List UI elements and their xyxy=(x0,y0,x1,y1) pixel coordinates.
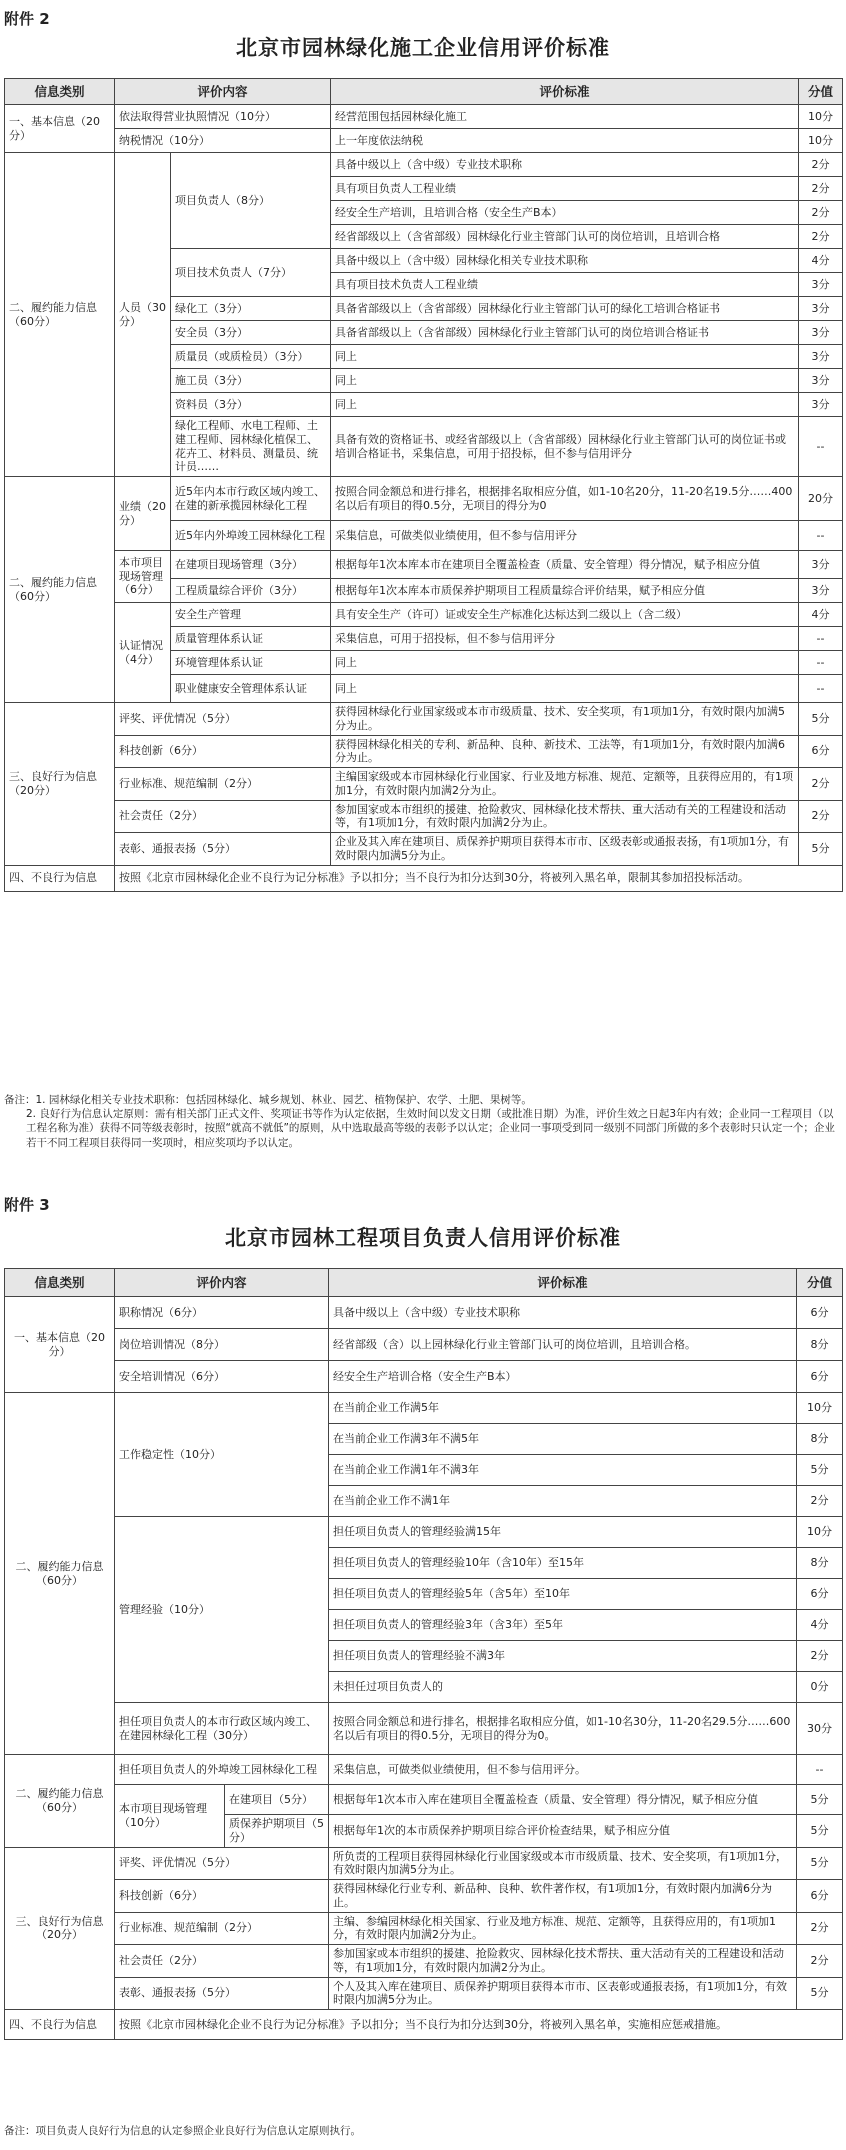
eval-item: 纳税情况（10分） xyxy=(115,129,331,153)
score-cell: -- xyxy=(799,675,843,703)
category-performance: 二、履约能力信息（60分） xyxy=(5,153,115,477)
category-good-behavior: 三、良好行为信息（20分） xyxy=(5,1847,115,2010)
eval-standard: 按照合同金额总和进行排名，根据排名取相应分值，如1-10名20分，11-20名19.5分……400名以后有项目的得0.5分，无项目的得分为0 xyxy=(331,477,799,521)
score-cell: 8分 xyxy=(797,1548,843,1579)
eval-standard: 经安全生产培训，且培训合格（安全生产B本） xyxy=(331,201,799,225)
score-cell: 5分 xyxy=(799,833,843,866)
eval-standard: 主编国家级或本市园林绿化行业国家、行业及地方标准、规范、定额等，且获得应用的，有1项加1分，有效时限内加满2分为止。 xyxy=(331,768,799,801)
category-performance-2: 二、履约能力信息（60分） xyxy=(5,1755,115,1848)
note-line: 备注：项目负责人良好行为信息的认定参照企业良好行为信息认定原则执行。 xyxy=(4,2125,361,2137)
score-cell: 3分 xyxy=(799,369,843,393)
score-cell: 2分 xyxy=(799,768,843,801)
score-cell: 10分 xyxy=(799,105,843,129)
category-performance: 二、履约能力信息（60分） xyxy=(5,1393,115,1755)
eval-item: 评奖、评优情况（5分） xyxy=(115,1847,329,1880)
table-row xyxy=(5,1393,843,1424)
header-score: 分值 xyxy=(797,1269,843,1297)
table-row xyxy=(5,1361,843,1393)
table-row xyxy=(5,551,843,579)
eval-standard: 担任项目负责人的管理经验5年（含5年）至10年 xyxy=(329,1579,797,1610)
score-cell: 3分 xyxy=(799,551,843,579)
eval-item: 绿化工程师、水电工程师、土建工程师、园林绿化植保工、花卉工、材料员、测量员、统计员…… xyxy=(171,417,331,477)
appendix-2-title: 北京市园林绿化施工企业信用评价标准 xyxy=(236,36,610,60)
eval-item: 科技创新（6分） xyxy=(115,1880,329,1913)
eval-item: 安全员（3分） xyxy=(171,321,331,345)
eval-standard: 在当前企业工作满5年 xyxy=(329,1393,797,1424)
score-cell: -- xyxy=(797,1755,843,1785)
table-row xyxy=(5,1945,843,1978)
score-cell: 3分 xyxy=(799,321,843,345)
score-cell: 2分 xyxy=(797,1641,843,1672)
score-cell: 5分 xyxy=(797,1785,843,1815)
header-row xyxy=(5,1269,843,1297)
table-row xyxy=(5,1847,843,1880)
table-row xyxy=(5,1517,843,1548)
table-row xyxy=(5,477,843,521)
bad-behavior-standard: 按照《北京市园林绿化企业不良行为记分标准》予以扣分；当不良行为扣分达到30分，将被列入黑名单，限制其参加招投标活动。 xyxy=(115,865,843,891)
eval-standard: 同上 xyxy=(331,651,799,675)
eval-item: 表彰、通报表扬（5分） xyxy=(115,1977,329,2010)
table-row xyxy=(5,603,843,627)
eval-standard: 获得园林绿化相关的专利、新品种、良种、新技术、工法等，有1项加1分，有效时限内加满6分为止。 xyxy=(331,735,799,768)
sub-personnel: 人员（30分） xyxy=(115,153,171,477)
score-cell: -- xyxy=(799,417,843,477)
eval-standard: 获得园林绿化行业专利、新品种、良种、软件著作权，有1项加1分，有效时限内加满6分为止。 xyxy=(329,1880,797,1913)
appendix-3-label: 附件 3 xyxy=(4,1196,50,1214)
score-cell: 5分 xyxy=(797,1847,843,1880)
note-line: 备注：1. 园林绿化相关专业技术职称：包括园林绿化、城乡规划、林业、园艺、植物保护、农学、土肥、果树等。 xyxy=(4,1094,532,1106)
appendix-2-notes xyxy=(4,1093,840,1150)
score-cell: 8分 xyxy=(797,1329,843,1361)
eval-standard: 上一年度依法纳税 xyxy=(331,129,799,153)
table-row xyxy=(5,1297,843,1329)
eval-standard: 经安全生产培训合格（安全生产B本） xyxy=(329,1361,797,1393)
table-row xyxy=(5,735,843,768)
score-cell: 3分 xyxy=(799,393,843,417)
score-cell: 2分 xyxy=(797,1945,843,1978)
eval-item: 行业标准、规范编制（2分） xyxy=(115,768,331,801)
score-cell: -- xyxy=(799,521,843,551)
table-row xyxy=(5,703,843,736)
eval-item: 近5年内外埠竣工园林绿化工程 xyxy=(171,521,331,551)
eval-standard: 具备省部级以上（含省部级）园林绿化行业主管部门认可的岗位培训合格证书 xyxy=(331,321,799,345)
eval-standard: 担任项目负责人的管理经验3年（含3年）至5年 xyxy=(329,1610,797,1641)
eval-standard: 参加国家或本市组织的援建、抢险救灾、园林绿化技术帮扶、重大活动有关的工程建设和活动等，有1项加1分，有效时限内加满2分为止。 xyxy=(331,800,799,833)
eval-standard: 同上 xyxy=(331,345,799,369)
header-content: 评价内容 xyxy=(115,79,331,105)
score-cell: 2分 xyxy=(799,153,843,177)
eval-item: 职称情况（6分） xyxy=(115,1297,329,1329)
eval-item: 表彰、通报表扬（5分） xyxy=(115,833,331,866)
score-cell: 2分 xyxy=(797,1912,843,1945)
eval-item: 环境管理体系认证 xyxy=(171,651,331,675)
table-row xyxy=(5,800,843,833)
header-row xyxy=(5,79,843,105)
score-cell: 5分 xyxy=(797,1455,843,1486)
score-cell: 3分 xyxy=(799,345,843,369)
eval-standard: 经营范围包括园林绿化施工 xyxy=(331,105,799,129)
eval-standard: 采集信息，可做类似业绩使用，但不参与信用评分。 xyxy=(329,1755,797,1785)
category-good-behavior: 三、良好行为信息（20分） xyxy=(5,703,115,866)
score-cell: -- xyxy=(799,651,843,675)
score-cell: 10分 xyxy=(797,1393,843,1424)
header-category: 信息类别 xyxy=(5,79,115,105)
eval-standard: 未担任过项目负责人的 xyxy=(329,1672,797,1703)
sub-certification: 认证情况（4分） xyxy=(115,603,171,703)
table-row xyxy=(5,1912,843,1945)
score-cell: 2分 xyxy=(799,225,843,249)
score-cell: 3分 xyxy=(799,297,843,321)
eval-standard: 具备中级以上（含中级）专业技术职称 xyxy=(331,153,799,177)
category-bad-behavior: 四、不良行为信息 xyxy=(5,2010,115,2040)
table-row xyxy=(5,833,843,866)
eval-item: 社会责任（2分） xyxy=(115,1945,329,1978)
eval-item: 工程质量综合评价（3分） xyxy=(171,579,331,603)
project-manager-credit-table xyxy=(4,1268,843,2040)
eval-item: 安全培训情况（6分） xyxy=(115,1361,329,1393)
item-tech-lead: 项目技术负责人（7分） xyxy=(171,249,331,297)
eval-standard: 参加国家或本市组织的援建、抢险救灾、园林绿化技术帮扶、重大活动有关的工程建设和活动等，有1项加1分，有效时限内加满2分为止。 xyxy=(329,1945,797,1978)
eval-standard: 同上 xyxy=(331,393,799,417)
sub-performance-record: 业绩（20分） xyxy=(115,477,171,551)
eval-item: 资料员（3分） xyxy=(171,393,331,417)
appendix-3-title: 北京市园林工程项目负责人信用评价标准 xyxy=(225,1226,621,1250)
header-score: 分值 xyxy=(799,79,843,105)
eval-standard: 根据每年1次的本市质保养护期项目综合评价检查结果，赋予相应分值 xyxy=(329,1815,797,1848)
score-cell: 2分 xyxy=(799,800,843,833)
eval-standard: 按照合同金额总和进行排名，根据排名取相应分值，如1-10名30分，11-20名29.5分……600名以后有项目的得0.5分，无项目的得分为0。 xyxy=(329,1703,797,1755)
eval-item: 社会责任（2分） xyxy=(115,800,331,833)
eval-standard: 主编、参编园林绿化相关国家、行业及地方标准、规范、定额等，且获得应用的，有1项加1分，有效时限内加满2分为止。 xyxy=(329,1912,797,1945)
eval-item: 评奖、评优情况（5分） xyxy=(115,703,331,736)
eval-standard: 个人及其入库在建项目、质保养护期项目获得本市市、区表彰或通报表扬，有1项加1分，有效时限内加满5分为止。 xyxy=(329,1977,797,2010)
eval-item: 质量员（或质检员）（3分） xyxy=(171,345,331,369)
eval-standard: 获得园林绿化行业国家级或本市市级质量、技术、安全奖项，有1项加1分，有效时限内加满5分为止。 xyxy=(331,703,799,736)
eval-standard: 根据每年1次本市入库在建项目全覆盖检查（质量、安全管理）得分情况，赋予相应分值 xyxy=(329,1785,797,1815)
eval-standard: 在当前企业工作不满1年 xyxy=(329,1486,797,1517)
score-cell: 2分 xyxy=(797,1486,843,1517)
table-row xyxy=(5,2010,843,2040)
eval-standard: 具备中级以上（含中级）专业技术职称 xyxy=(329,1297,797,1329)
score-cell: 5分 xyxy=(797,1977,843,2010)
score-cell: 10分 xyxy=(799,129,843,153)
score-cell: 6分 xyxy=(797,1579,843,1610)
score-cell: 4分 xyxy=(799,603,843,627)
score-cell: -- xyxy=(799,627,843,651)
eval-standard: 所负责的工程项目获得园林绿化行业国家级或本市市级质量、技术、安全奖项，有1项加1分，有效时限内加满5分为止。 xyxy=(329,1847,797,1880)
score-cell: 10分 xyxy=(797,1517,843,1548)
table-row xyxy=(5,1880,843,1913)
eval-standard: 根据每年1次本库本市质保养护期项目工程质量综合评价结果，赋予相应分值 xyxy=(331,579,799,603)
score-cell: 5分 xyxy=(797,1815,843,1848)
eval-standard: 采集信息，可做类似业绩使用，但不参与信用评分 xyxy=(331,521,799,551)
category-performance-2: 二、履约能力信息（60分） xyxy=(5,477,115,703)
table-row xyxy=(5,1755,843,1785)
eval-item: 质量管理体系认证 xyxy=(171,627,331,651)
score-cell: 2分 xyxy=(799,201,843,225)
score-cell: 6分 xyxy=(797,1297,843,1329)
eval-item: 担任项目负责人的外埠竣工园林绿化工程 xyxy=(115,1755,329,1785)
score-cell: 2分 xyxy=(799,177,843,201)
eval-item: 依法取得营业执照情况（10分） xyxy=(115,105,331,129)
table-row xyxy=(5,1977,843,2010)
table-row xyxy=(5,1703,843,1755)
sub-site-management: 本市项目现场管理（10分） xyxy=(115,1785,225,1848)
header-standard: 评价标准 xyxy=(331,79,799,105)
item-work-stability: 工作稳定性（10分） xyxy=(115,1393,329,1517)
eval-item: 近5年内本市行政区域内竣工、在建的新承揽园林绿化工程 xyxy=(171,477,331,521)
eval-standard: 具备中级以上（含中级）园林绿化相关专业技术职称 xyxy=(331,249,799,273)
eval-standard: 同上 xyxy=(331,369,799,393)
eval-item: 在建项目现场管理（3分） xyxy=(171,551,331,579)
table-row xyxy=(5,153,843,177)
eval-standard: 在当前企业工作满1年不满3年 xyxy=(329,1455,797,1486)
table-row xyxy=(5,105,843,129)
header-standard: 评价标准 xyxy=(329,1269,797,1297)
eval-item: 科技创新（6分） xyxy=(115,735,331,768)
table-row xyxy=(5,1329,843,1361)
eval-standard: 担任项目负责人的管理经验不满3年 xyxy=(329,1641,797,1672)
score-cell: 6分 xyxy=(797,1880,843,1913)
eval-standard: 经省部级以上（含省部级）园林绿化行业主管部门认可的岗位培训，且培训合格 xyxy=(331,225,799,249)
header-category: 信息类别 xyxy=(5,1269,115,1297)
appendix-2-label: 附件 2 xyxy=(4,10,50,28)
eval-standard: 担任项目负责人的管理经验10年（含10年）至15年 xyxy=(329,1548,797,1579)
table-row xyxy=(5,865,843,891)
category-basic: 一、基本信息（20分） xyxy=(5,105,115,153)
eval-standard: 同上 xyxy=(331,675,799,703)
category-basic: 一、基本信息（20分） xyxy=(5,1297,115,1393)
score-cell: 5分 xyxy=(799,703,843,736)
eval-standard: 担任项目负责人的管理经验满15年 xyxy=(329,1517,797,1548)
sub-site-management: 本市项目现场管理（6分） xyxy=(115,551,171,603)
item-management-experience: 管理经验（10分） xyxy=(115,1517,329,1703)
eval-standard: 具有项目负责人工程业绩 xyxy=(331,177,799,201)
score-cell: 6分 xyxy=(797,1361,843,1393)
eval-item: 担任项目负责人的本市行政区域内竣工、在建园林绿化工程（30分） xyxy=(115,1703,329,1755)
table-row xyxy=(5,129,843,153)
eval-standard: 具有项目技术负责人工程业绩 xyxy=(331,273,799,297)
score-cell: 3分 xyxy=(799,579,843,603)
eval-standard: 具有安全生产（许可）证或安全生产标准化达标达到二级以上（含二级） xyxy=(331,603,799,627)
eval-standard: 具备省部级以上（含省部级）园林绿化行业主管部门认可的绿化工培训合格证书 xyxy=(331,297,799,321)
score-cell: 8分 xyxy=(797,1424,843,1455)
eval-item: 岗位培训情况（8分） xyxy=(115,1329,329,1361)
score-cell: 6分 xyxy=(799,735,843,768)
category-bad-behavior: 四、不良行为信息 xyxy=(5,865,115,891)
score-cell: 20分 xyxy=(799,477,843,521)
table-row xyxy=(5,768,843,801)
eval-standard: 经省部级（含）以上园林绿化行业主管部门认可的岗位培训，且培训合格。 xyxy=(329,1329,797,1361)
score-cell: 4分 xyxy=(797,1610,843,1641)
eval-standard: 企业及其入库在建项目、质保养护期项目获得本市市、区级表彰或通报表扬，有1项加1分，有效时限内加满5分为止。 xyxy=(331,833,799,866)
eval-item: 质保养护期项目（5分） xyxy=(225,1815,329,1848)
eval-standard: 具备有效的资格证书、或经省部级以上（含省部级）园林绿化行业主管部门认可的岗位证书或培训合格证书，采集信息，可用于招投标，但不参与信用评分 xyxy=(331,417,799,477)
item-project-manager: 项目负责人（8分） xyxy=(171,153,331,249)
eval-item: 施工员（3分） xyxy=(171,369,331,393)
score-cell: 30分 xyxy=(797,1703,843,1755)
table-row xyxy=(5,1785,843,1815)
eval-item: 职业健康安全管理体系认证 xyxy=(171,675,331,703)
eval-item: 在建项目（5分） xyxy=(225,1785,329,1815)
header-content: 评价内容 xyxy=(115,1269,329,1297)
eval-item: 安全生产管理 xyxy=(171,603,331,627)
score-cell: 0分 xyxy=(797,1672,843,1703)
note-line: 2. 良好行为信息认定原则：需有相关部门正式文件、奖项证书等作为认定依据，生效时间以发文日期（或批准日期）为准，评价生效之日起3年内有效；企业同一工程项目（以工程名称为准）获得不同等级表彰时，按照“就高不就低”的原则，从中选取最高等级的表彰予以认定；企业同一事项受到同一级别不同部门所做的多个表彰时只认定一个；企业若干不同工程项目获得同一奖项时，相应奖项均予以认定。 xyxy=(26,1108,835,1149)
eval-standard: 根据每年1次本库本市在建项目全覆盖检查（质量、安全管理）得分情况，赋予相应分值 xyxy=(331,551,799,579)
score-cell: 3分 xyxy=(799,273,843,297)
eval-standard: 在当前企业工作满3年不满5年 xyxy=(329,1424,797,1455)
bad-behavior-standard: 按照《北京市园林绿化企业不良行为记分标准》予以扣分；当不良行为扣分达到30分，将被列入黑名单，实施相应惩戒措施。 xyxy=(115,2010,843,2040)
enterprise-credit-table xyxy=(4,78,843,892)
eval-item: 绿化工（3分） xyxy=(171,297,331,321)
appendix-3-note xyxy=(4,2124,840,2138)
score-cell: 4分 xyxy=(799,249,843,273)
eval-item: 行业标准、规范编制（2分） xyxy=(115,1912,329,1945)
eval-standard: 采集信息，可用于招投标，但不参与信用评分 xyxy=(331,627,799,651)
